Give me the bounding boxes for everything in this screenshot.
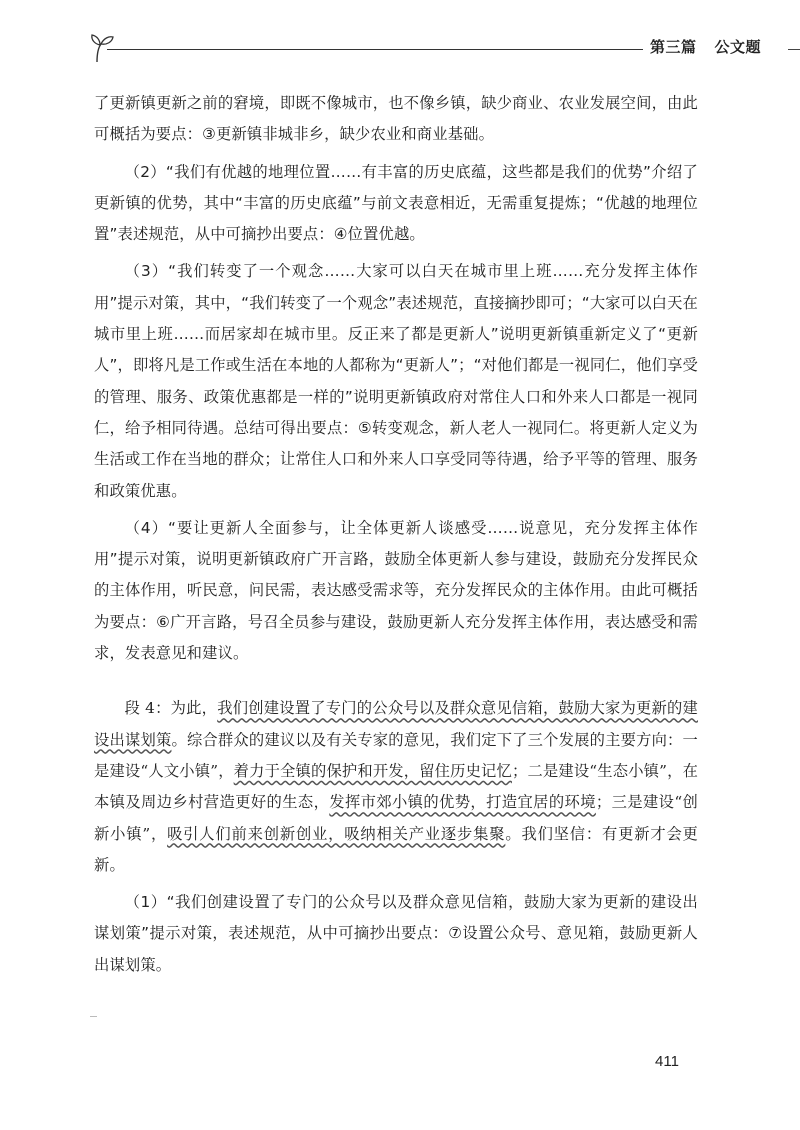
excerpt-lead: 段 4：为此， <box>124 699 218 718</box>
source-excerpt-paragraph-4 <box>94 693 698 881</box>
excerpt-text-3: ；三是建设“创新小镇”， <box>94 793 698 843</box>
header-rule-right <box>788 49 800 50</box>
paragraph-point-4: （4）“要让更新人全面参与，让全体更新人谈感受……说意见，充分发挥主体作用”提示对策，说明更新镇政府广开言路，鼓励全体更新人参与建设，鼓励充分发挥民众的主体作用，听民意，问民需，表达感受需求等，充分发挥民众的主体作用。由此可概括为要点：⑥广开言路，号召全员参与建设，鼓励更新人充分发挥主体作用，表达感受和需求，发表意见和建议。 <box>94 518 698 663</box>
excerpt-underlined-4: 吸引人们前来创新创业，吸纳相关产业逐步集聚 <box>167 824 506 843</box>
excerpt-underlined-1: 我们创建设置了专门的公众号以及群众意见信箱，鼓励大家为更新的建设出谋划策 <box>94 699 698 749</box>
paragraph-analysis-1: （1）“我们创建设置了专门的公众号以及群众意见信箱，鼓励大家为更新的建设出谋划策”提示对策，表述规范，从中可摘抄出要点：⑦设置公众号、意见箱，鼓励更新人出谋划策。 <box>94 893 698 974</box>
excerpt-text-2: ；二是建设“生态小镇”，在本镇及周边乡村营造更好的生态， <box>94 761 699 812</box>
excerpt-tail: 。我们坚信：有更新才会更新。 <box>94 824 698 874</box>
excerpt-text-1: 。综合群众的建议以及有关专家的意见，我们定下了三个发展的主要方向：一是建设“人文小镇”， <box>94 730 698 780</box>
excerpt-underlined-3: 发挥市郊小镇的优势，打造宜居的环境 <box>329 793 596 812</box>
body-text <box>94 88 698 987</box>
header-rule-left <box>107 49 643 50</box>
header-title <box>650 36 761 57</box>
excerpt-underlined-2: 着力于全镇的保护和开发，留住历史记忆 <box>233 761 512 780</box>
paragraph-point-3: （3）“我们转变了一个观念……大家可以白天在城市里上班……充分发挥主体作用”提示对策，其中，“我们转变了一个观念”表述规范，直接摘抄即可；“大家可以白天在城市里上班……而居家却在城市里。反正来了都是更新人”说明更新镇重新定义了“更新人”，即将凡是工作或生活在本地的人都称为“更新人”；“对他们都是一视同仁，他们享受的管理、服务、政策优惠都是一样的”说明更新镇政府对常住人口和外来人口都是一视同仁，给予相同待遇。总结可得出要点：⑤转变观念，新人老人一视同仁。将更新人定义为生活或工作在当地的群众；让常住人口和外来人口享受同等待遇，给予平等的管理、服务和政策优惠。 <box>94 262 698 500</box>
header-subsection: 公文题 <box>714 38 762 56</box>
header-section: 第三篇 <box>650 38 697 56</box>
scan-speck <box>90 1016 97 1017</box>
page-header <box>85 26 762 66</box>
sprout-icon <box>85 26 115 66</box>
paragraph-point-2: （2）“我们有优越的地理位置……有丰富的历史底蕴，这些都是我们的优势”介绍了更新镇的优势，其中“丰富的历史底蕴”与前文表意相近，无需重复提炼；“优越的地理位置”表述规范，从中可摘抄出要点：④位置优越。 <box>94 162 698 244</box>
paragraph-continuation: 了更新镇更新之前的窘境，即既不像城市，也不像乡镇，缺少商业、农业发展空间，由此可概括为要点：③更新镇非城非乡，缺少农业和商业基础。 <box>94 94 698 144</box>
page-number: 411 <box>655 1053 679 1070</box>
